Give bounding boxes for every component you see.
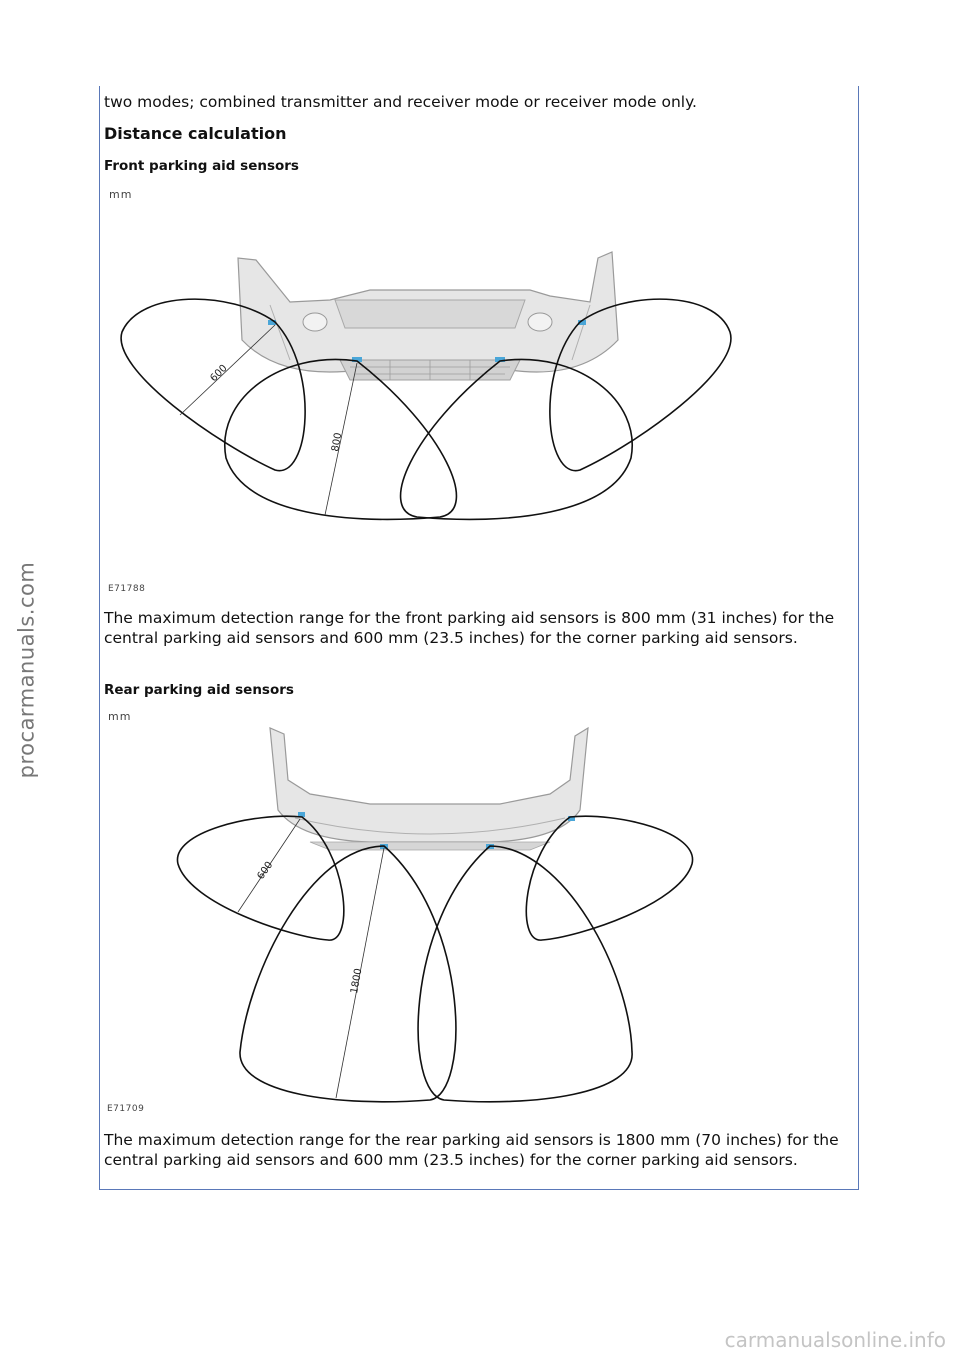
bottom-watermark: carmanualsonline.info (724, 1328, 946, 1352)
rear-corner-range-label: 600 (255, 859, 276, 882)
front-description: The maximum detection range for the front parking aid sensors is 800 mm (31 inches) for the central parking aid sensors and 600 mm (23.5 inches) for the corner parking aid sensors. (104, 609, 835, 647)
rear-dimension-lines (238, 819, 384, 1098)
rear-units-label: mm (108, 710, 132, 723)
rear-figure-id: E71709 (107, 1104, 145, 1114)
front-sensor-diagram (110, 230, 750, 530)
intro-text: two modes; combined transmitter and receiver mode or receiver mode only. (104, 93, 697, 111)
front-units-label: mm (109, 188, 133, 201)
front-corner-range-label: 600 (208, 362, 230, 385)
front-bumper (238, 252, 618, 380)
side-watermark (6, 540, 46, 800)
rear-sensor-diagram (170, 722, 700, 1110)
section-title: Distance calculation (104, 124, 287, 143)
front-central-range-label: 800 (330, 431, 345, 453)
front-figure-id: E71788 (108, 584, 146, 594)
front-heading: Front parking aid sensors (104, 158, 299, 174)
rear-central-range-label: 1800 (349, 967, 365, 995)
side-watermark-text: procarmanuals.com (14, 561, 38, 779)
rear-heading: Rear parking aid sensors (104, 682, 294, 698)
rear-detection-zones (177, 816, 692, 1102)
rear-description: The maximum detection range for the rear parking aid sensors is 1800 mm (70 inches) for the central parking aid sensors and 600 mm (23.5 inches) for the corner parking aid sensors. (104, 1131, 839, 1169)
